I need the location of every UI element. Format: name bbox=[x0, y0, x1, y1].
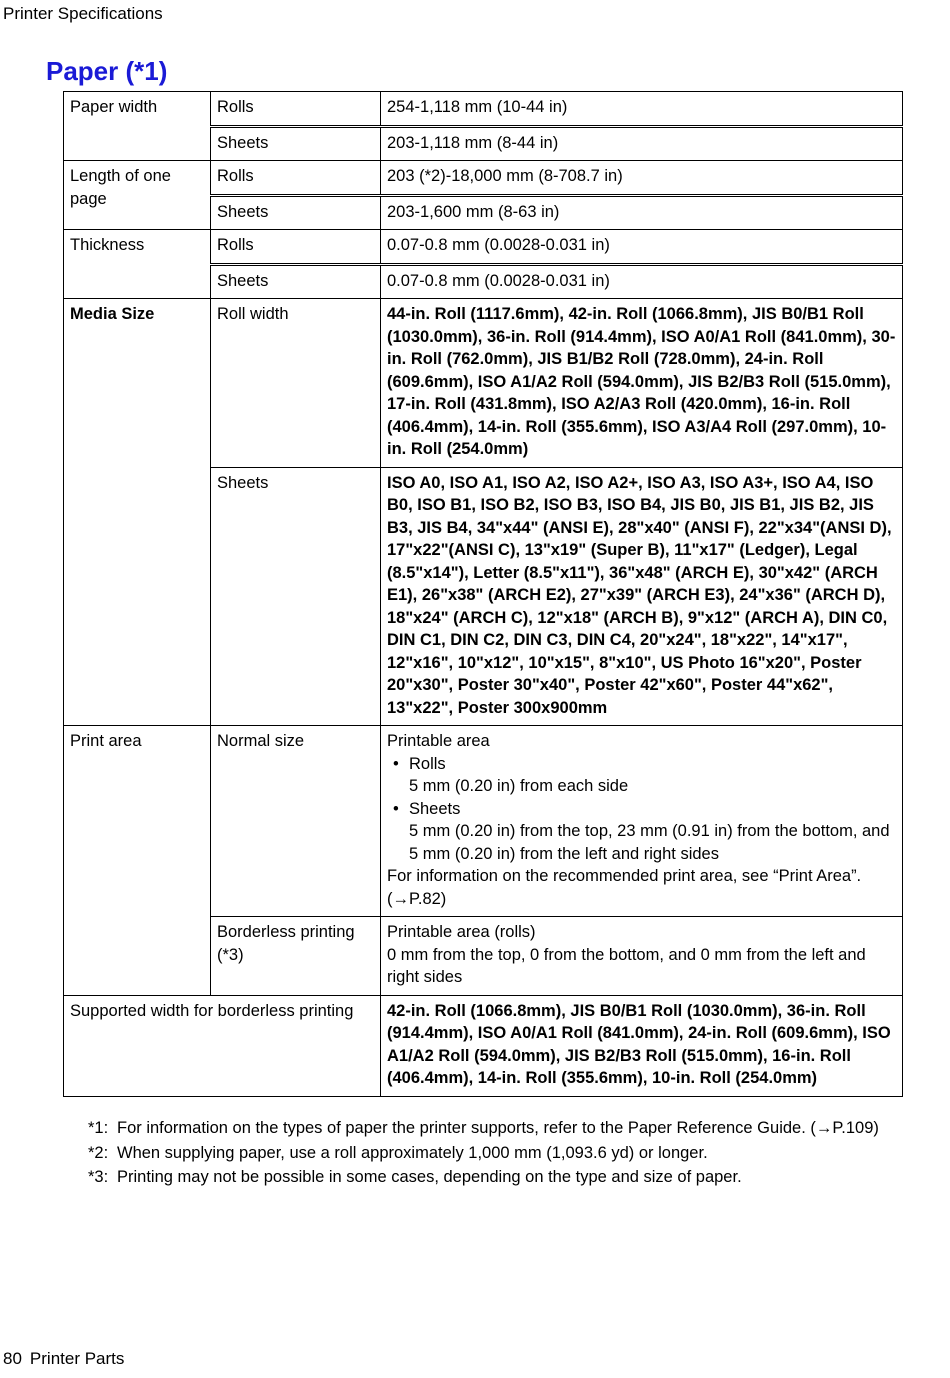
sheets-detail: 5 mm (0.20 in) from the top, 23 mm (0.91 in) from the bottom, and 5 mm (0.20 in) from the left and right sides bbox=[409, 822, 890, 863]
list-item bbox=[387, 798, 896, 821]
footnote-mark: *1: bbox=[88, 1119, 109, 1137]
running-header: Printer Specifications bbox=[3, 4, 163, 23]
sublabel-sheets: Sheets bbox=[211, 126, 381, 161]
bullet-sheets: Sheets bbox=[409, 799, 461, 818]
bullet-icon: • bbox=[393, 754, 399, 773]
table-row bbox=[64, 230, 903, 265]
table-row bbox=[64, 726, 903, 917]
footnote-text: When supplying paper, use a roll approximately 1,000 mm (1,093.6 yd) or longer. bbox=[117, 1143, 708, 1162]
value-roll-width: 44-in. Roll (1117.6mm), 42-in. Roll (1066.8mm), JIS B0/B1 Roll (1030.0mm), 36-in. Roll (914.4mm), ISO A0/A1 Roll (841.0mm), 30-in. Roll (762.0mm), JIS B1/B2 Roll (728.0mm), 24-in. Roll (609.6mm), ISO A1/A2 Roll (594.0mm), JIS B2/B3 Roll (515.0mm), 17-in. Roll (431.8mm), ISO A2/A3 Roll (420.0mm), 16-in. Roll (406.4mm), 14-in. Roll (355.6mm), ISO A3/A4 Roll (297.0mm), 10-in. Roll (254.0mm) bbox=[381, 299, 903, 468]
sublabel-sheets: Sheets bbox=[211, 264, 381, 299]
bullet-rolls: Rolls bbox=[409, 754, 446, 773]
row-label-media-size: Media Size bbox=[64, 299, 211, 726]
section-title: Paper (*1) bbox=[46, 56, 168, 86]
sublabel-rolls: Rolls bbox=[211, 230, 381, 265]
footnote-2 bbox=[88, 1141, 888, 1166]
value-length-sheets: 203-1,600 mm (8-63 in) bbox=[381, 195, 903, 230]
borderless-heading: Printable area (rolls) bbox=[387, 923, 536, 941]
footnote-mark: *3: bbox=[88, 1168, 109, 1186]
value-media-sheets: ISO A0, ISO A1, ISO A2, ISO A2+, ISO A3, ISO A3+, ISO A4, ISO B0, ISO B1, ISO B2, ISO B3, ISO B4, JIS B0, JIS B1, JIS B2, JIS B3, JIS B4, 34"x44" (ANSI E), 28"x40" (ANSI F), 22"x34"(ANSI D), 17"x22"(ANSI C), 13"x19" (Super B), 11"x17" (Ledger), Legal (8.5"x14"), Letter (8.5"x11"), 36"x48" (ARCH E), 30"x42" (ARCH E1), 26"x38" (ARCH E2), 27"x39" (ARCH E3), 24"x36" (ARCH D), 18"x24" (ARCH C), 12"x18" (ARCH B), 9"x12" (ARCH A), DIN C0, DIN C1, DIN C2, DIN C3, DIN C4, 20"x24", 18"x22", 14"x17", 12"x16", 10"x12", 10"x15", 8"x10", US Photo 16"x20", Poster 20"x30", Poster 30"x40", Poster 42"x60", Poster 44"x62", 13"x22", Poster 300x900mm bbox=[381, 467, 903, 726]
footnote-mark: *2: bbox=[88, 1143, 109, 1162]
value-thickness-sheets: 0.07-0.8 mm (0.0028-0.031 in) bbox=[381, 264, 903, 299]
row-label-thickness: Thickness bbox=[64, 230, 211, 299]
footnote-3 bbox=[88, 1165, 888, 1190]
sublabel-roll-width: Roll width bbox=[211, 299, 381, 468]
table-row bbox=[64, 92, 903, 127]
sublabel-normal-size: Normal size bbox=[211, 726, 381, 917]
footnote-text: Printing may not be possible in some cases, depending on the type and size of paper. bbox=[117, 1168, 742, 1186]
bullet-icon: • bbox=[393, 799, 399, 818]
row-label-print-area: Print area bbox=[64, 726, 211, 996]
sublabel-sheets: Sheets bbox=[211, 195, 381, 230]
value-normal-size bbox=[381, 726, 903, 917]
footnote-text: For information on the types of paper the printer supports, refer to the Paper Reference Guide. (→P.109) bbox=[117, 1119, 879, 1137]
table-row bbox=[64, 299, 903, 468]
row-label-supported-width: Supported width for borderless printing bbox=[64, 995, 381, 1096]
value-length-rolls: 203 (*2)-18,000 mm (8-708.7 in) bbox=[381, 161, 903, 196]
value-paper-width-sheets: 203-1,118 mm (8-44 in) bbox=[381, 126, 903, 161]
table-row bbox=[64, 161, 903, 196]
list-item bbox=[387, 753, 896, 776]
value-thickness-rolls: 0.07-0.8 mm (0.0028-0.031 in) bbox=[381, 230, 903, 265]
rolls-detail: 5 mm (0.20 in) from each side bbox=[409, 777, 629, 795]
paper-spec-table bbox=[63, 91, 903, 1097]
table-row bbox=[64, 995, 903, 1096]
sublabel-borderless: Borderless printing (*3) bbox=[211, 917, 381, 996]
footer-section: Printer Parts bbox=[29, 1349, 125, 1368]
sublabel-sheets: Sheets bbox=[211, 467, 381, 726]
sublabel-rolls: Rolls bbox=[211, 161, 381, 196]
page-number: 80 bbox=[3, 1349, 22, 1368]
footnotes bbox=[88, 1116, 888, 1190]
footnote-1 bbox=[88, 1116, 888, 1141]
value-supported-width: 42-in. Roll (1066.8mm), JIS B0/B1 Roll (1030.0mm), 36-in. Roll (914.4mm), ISO A0/A1 Roll (841.0mm), 24-in. Roll (609.6mm), ISO A1/A2 Roll (594.0mm), JIS B2/B3 Roll (515.0mm), 16-in. Roll (406.4mm), 14-in. Roll (355.6mm), 10-in. Roll (254.0mm) bbox=[381, 995, 903, 1096]
row-label-length: Length of one page bbox=[64, 161, 211, 230]
value-paper-width-rolls: 254-1,118 mm (10-44 in) bbox=[381, 92, 903, 127]
value-borderless bbox=[381, 917, 903, 996]
row-label-paper-width: Paper width bbox=[64, 92, 211, 161]
sublabel-rolls: Rolls bbox=[211, 92, 381, 127]
borderless-detail: 0 mm from the top, 0 from the bottom, and 0 mm from the left and right sides bbox=[387, 945, 866, 986]
printable-area-heading: Printable area bbox=[387, 732, 490, 750]
running-footer bbox=[3, 1349, 124, 1369]
print-area-info: For information on the recommended print area, see “Print Area”. (→P.82) bbox=[387, 867, 862, 908]
